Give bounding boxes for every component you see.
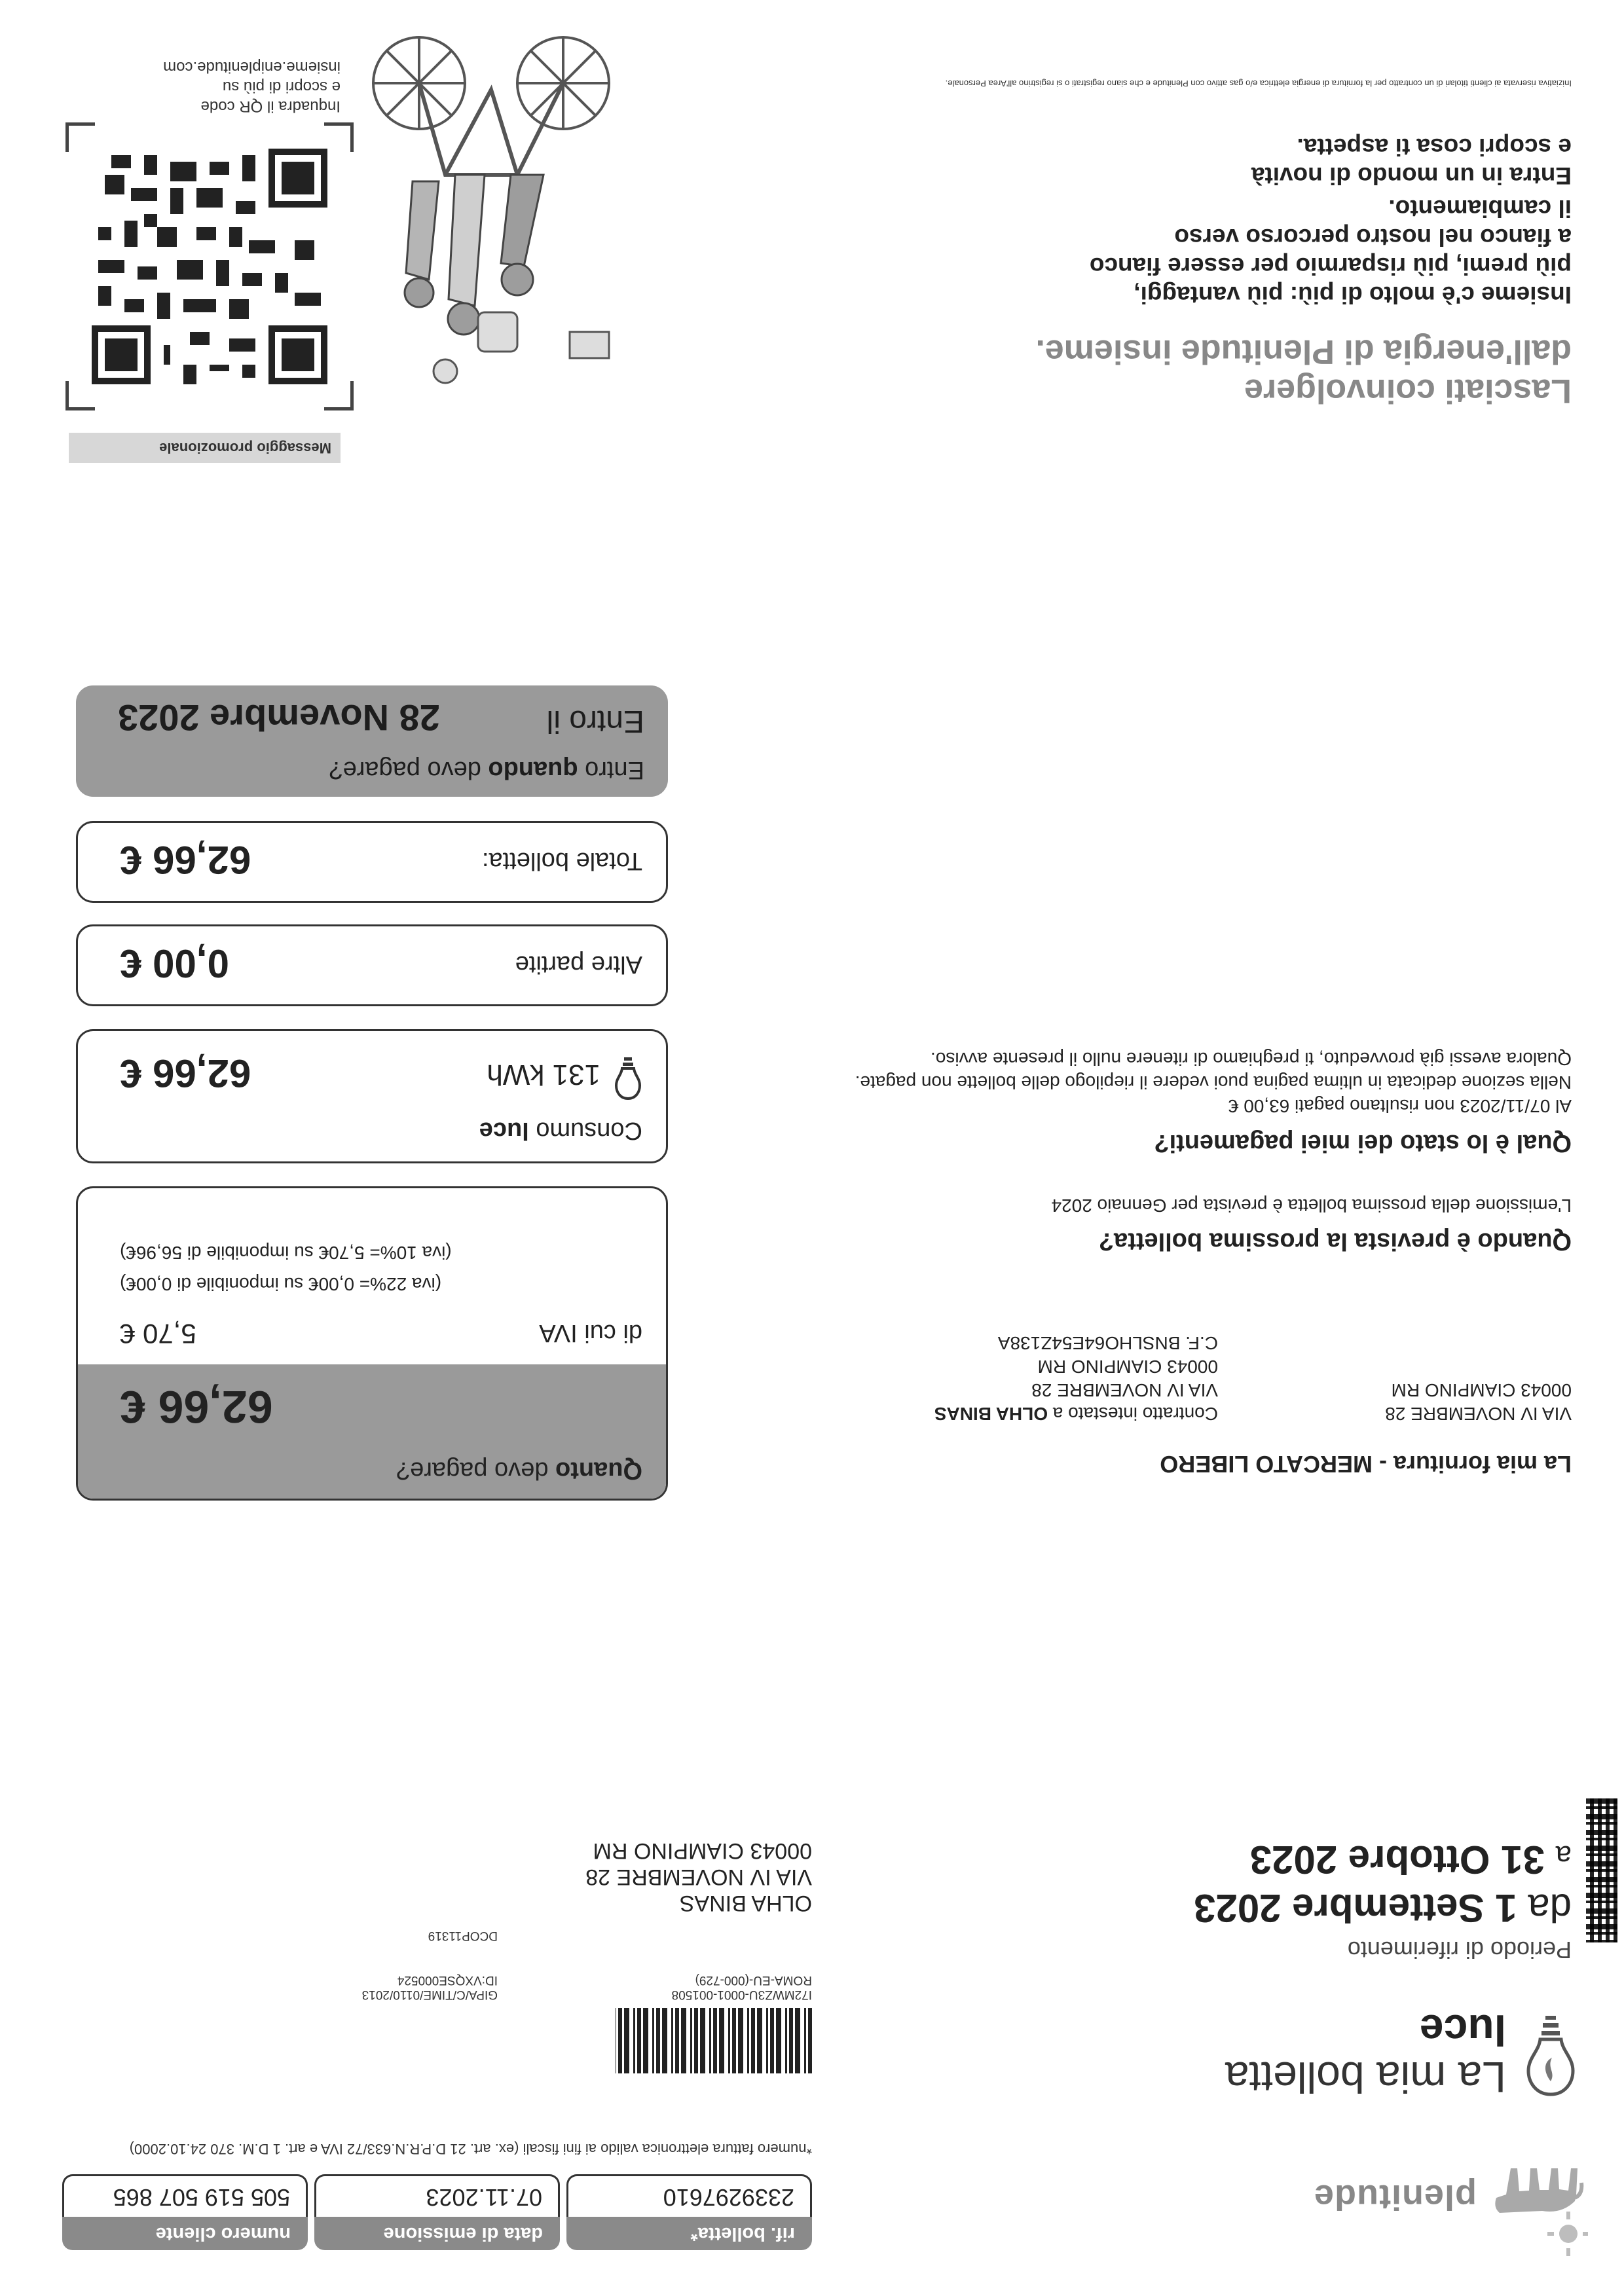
- next-bill-text: L'emissione della prossima bolletta è prevista per Gennaio 2024: [1051, 1195, 1572, 1216]
- qr-code-icon: [92, 149, 327, 384]
- promo-text-line-6: e scopri cosa ti aspetta.: [1297, 134, 1572, 160]
- holder-cf: C.F. BNSLHO64E54Z138A: [997, 1333, 1218, 1353]
- promo-title: [1035, 332, 1572, 410]
- period-from-word: da: [1528, 1886, 1572, 1930]
- next-bill-heading: Quando è prevista la prossima bolletta?: [1098, 1228, 1572, 1255]
- promo-text-line-2: più premi, più risparmio per essere fianco: [1089, 253, 1572, 280]
- holder-city: 00043 CIAMPINO RM: [1037, 1357, 1218, 1377]
- recipient-name: OLHA BINAS: [679, 1891, 812, 1916]
- data-emissione-value: 07.11.2023: [314, 2174, 560, 2217]
- bill-title: La mia bolletta: [1225, 2053, 1506, 2102]
- qr-corner-tl: [324, 381, 354, 410]
- iva-22: (iva 22%= 0,00€ su imponibile di 0,00€): [120, 1274, 442, 1294]
- plenitude-logo: [1490, 2162, 1588, 2260]
- bulb-icon: [1524, 2010, 1577, 2100]
- code-line-2: ROMA-EU-(000-729): [695, 1973, 812, 1987]
- period-to-date: 31 Ottobre 2023: [1249, 1838, 1545, 1882]
- quanto-box: [76, 1186, 668, 1501]
- totale-label: Totale bolletta:: [481, 847, 642, 875]
- entro-date: 28 Novembre 2023: [118, 697, 440, 738]
- period-from-date: 1 Settembre 2023: [1193, 1886, 1517, 1930]
- payments-line-2: Nella sezione dedicata in ultima pagina puoi vedere il riepilogo delle bollette non pagate.: [855, 1072, 1572, 1093]
- promo-text-line-4: il cambiamento.: [1388, 195, 1572, 222]
- totale-amount: 62,66 €: [120, 838, 251, 882]
- period-to-word: a: [1555, 1840, 1572, 1872]
- qr-corner-tr: [65, 381, 95, 410]
- code-line-4: ID:VXQSE000524: [397, 1973, 498, 1987]
- entro-box: [76, 685, 668, 797]
- promo-disclaimer: Iniziativa riservata ai clienti titolari di un contratto per la fornitura di energia elettrica e/o gas attivo con Plenitude e che siano registrati o si registrino all'Area Personale.: [945, 79, 1572, 88]
- data-emissione-label: data di emissione: [314, 2217, 560, 2250]
- data-emissione-box: [314, 2174, 560, 2250]
- rider-figures: [405, 175, 544, 335]
- promo-text: [1090, 132, 1572, 309]
- promo-title-line-2: dall'energia di Plenitude insieme.: [1035, 333, 1572, 371]
- recipient-block: [585, 1838, 812, 1916]
- rif-bolletta-label: rif. bolletta*: [566, 2217, 812, 2250]
- period-to: [1250, 1837, 1572, 1882]
- recipient-city: 00043 CIAMPINO RM: [593, 1838, 812, 1863]
- period-from: [1194, 1886, 1572, 1931]
- supply-heading: La mia fornitura - MERCATO LIBERO: [1160, 1451, 1572, 1478]
- entro-rest-2: devo pagare?: [329, 756, 481, 784]
- promo-text-line-5: Entra in un mondo di novità: [1251, 162, 1572, 189]
- brand-name: plenitude: [1314, 2178, 1477, 2217]
- code-line-3: GIPA/C/TIME/0110/2013: [361, 1988, 498, 2001]
- consumo-box: [76, 1029, 668, 1163]
- payments-line-3: Qualora avessi già provveduto, ti preghiamo di ritenere nullo il presente avviso.: [931, 1049, 1572, 1069]
- consumo-label-strong: luce: [479, 1117, 529, 1144]
- supply-address: [1385, 1378, 1572, 1425]
- promo-text-line-3: a fianco nel nostro percorso verso: [1174, 224, 1572, 251]
- entro-date-label: Entro il: [546, 704, 644, 738]
- qr-frame: [65, 122, 354, 410]
- supply-holder: [934, 1331, 1218, 1425]
- numero-cliente-box: [62, 2174, 308, 2250]
- numero-cliente-value: 505 519 507 865: [62, 2174, 308, 2217]
- entro-label: [329, 756, 644, 784]
- consumo-label: [479, 1116, 642, 1144]
- quanto-label-rest: devo pagare?: [396, 1457, 549, 1484]
- totale-box: [76, 821, 668, 903]
- promo-text-line-1: Insieme c'è molto di più: più vantaggi,: [1134, 282, 1572, 308]
- supply-address-street: VIA IV NOVEMBRE 28: [1385, 1404, 1572, 1424]
- supply-address-city: 00043 CIAMPINO RM: [1391, 1380, 1572, 1400]
- consumo-amount: 62,66 €: [120, 1051, 251, 1095]
- entro-strong: quando: [488, 756, 578, 784]
- consumo-label-rest: Consumo: [536, 1117, 642, 1144]
- period-label: Periodo di riferimento: [1347, 1937, 1572, 1963]
- iva-label: di cui IVA: [539, 1319, 642, 1347]
- qr-caption-line-2: e scopri di più su: [222, 78, 341, 96]
- side-datamatrix: [1586, 1798, 1617, 1942]
- six-legged-dog-icon: [1490, 2162, 1588, 2260]
- entro-rest-1: Entro: [585, 756, 644, 784]
- code-line-5: DCOP11319: [428, 1929, 498, 1942]
- recipient-street: VIA IV NOVEMBRE 28: [585, 1865, 812, 1889]
- qr-caption-line-1: Inquadra il QR code: [200, 98, 341, 115]
- code-line-1: I72MWZ3U-0001-001508: [671, 1988, 812, 2001]
- consumo-bulb-icon: [614, 1051, 642, 1101]
- fiscal-footnote: *numero fattura elettronica valido ai fini fiscali (ex. art. 21 D.P.R.N.633/72 IVA e art. 1 D.M. 370 24.10.2000): [129, 2141, 812, 2157]
- promo-tag: Messaggio promozionale: [69, 433, 341, 463]
- quanto-label-strong: Quanto: [555, 1457, 642, 1484]
- bill-type: luce: [1419, 2006, 1506, 2054]
- entro-date-row: [118, 697, 644, 739]
- qr-caption: [163, 57, 341, 116]
- contract-label: Contratto intestato a: [1052, 1404, 1218, 1424]
- altre-partite-label: Altre partite: [515, 951, 642, 978]
- promo-title-line-1: Lasciati coinvolgere: [1244, 372, 1572, 410]
- rif-bolletta-value: 2339297610: [566, 2174, 812, 2217]
- payments-line-1: Al 07/11/2023 non risultano pagati 63,00 €: [1228, 1096, 1572, 1116]
- iva-amount: 5,70 €: [120, 1319, 196, 1349]
- holder-street: VIA IV NOVEMBRE 28: [1031, 1380, 1218, 1400]
- altre-partite-amount: 0,00 €: [120, 941, 229, 985]
- barcode-small: [616, 2008, 812, 2073]
- contract-holder-line: [934, 1402, 1218, 1425]
- quanto-label: [396, 1456, 642, 1484]
- payments-text: [740, 1047, 1572, 1118]
- rif-bolletta-box: [566, 2174, 812, 2250]
- numero-cliente-label: numero cliente: [62, 2217, 308, 2250]
- qr-caption-line-3: insieme.eniplenitude.com: [163, 58, 341, 76]
- altre-partite-box: [76, 924, 668, 1006]
- consumo-kwh: 131 kWh: [487, 1059, 600, 1091]
- qr-corner-bl: [324, 122, 354, 152]
- qr-corner-br: [65, 122, 95, 152]
- iva-10: (iva 10%= 5,70€ su imponibile di 56,96€): [120, 1243, 452, 1263]
- contract-holder-name: OLHA BINAS: [934, 1404, 1048, 1424]
- quanto-amount: 62,66 €: [120, 1381, 273, 1432]
- payments-heading: Qual è lo stato dei miei pagamenti?: [1154, 1129, 1572, 1157]
